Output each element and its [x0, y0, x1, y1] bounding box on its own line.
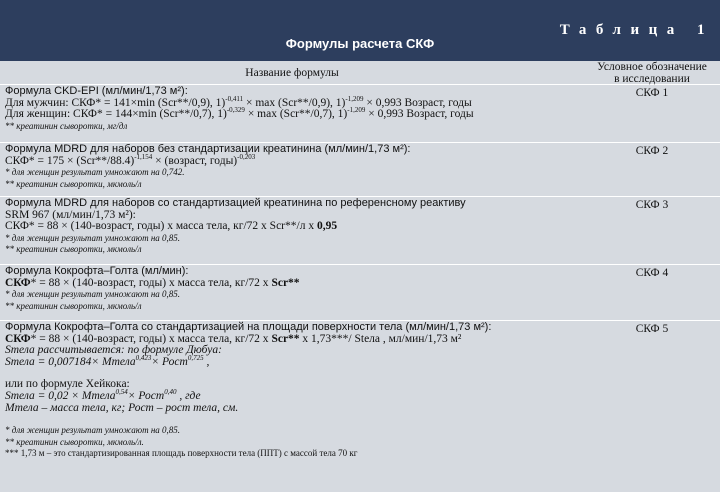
exponent: 0,423: [135, 353, 152, 362]
exponent: -1,209: [347, 106, 366, 115]
formula-cell: [5, 144, 580, 190]
column-header-row: [0, 61, 720, 85]
formula-bold: СКФ: [5, 332, 31, 345]
formula-title: Формула Кокрофта–Голта со стандартизацией на площади поверхности тела (мл/мин/1,73 м²):: [5, 321, 492, 333]
exponent: -0,411: [225, 94, 244, 103]
formula-title: Формула MDRD для наборов без стандартизации креатинина (мл/мин/1,73 м²):: [5, 143, 411, 155]
table-row: [0, 197, 720, 265]
formula-title: Формула MDRD для наборов со стандартизацией креатинина по референсному реактиву: [5, 197, 466, 209]
formula-text: * = 88 × (140-возраст, годы) х масса тела, кг/72 х: [30, 276, 272, 289]
formula-line: [5, 221, 580, 233]
table-row: [0, 85, 720, 143]
footnote: ** креатинин сыворотки, мкмоль/л.: [5, 436, 144, 447]
formula-cell: [5, 322, 580, 460]
exponent: 0,725: [187, 353, 204, 362]
formula-bold: СКФ: [5, 276, 31, 289]
haycock-formula: [5, 388, 580, 403]
formula-text: Для женщин: СКФ* = 144×min (Scr**/0,7), 1): [5, 108, 227, 121]
footnote: *** 1,73 м – это стандартизированная площадь поверхности тела (ППТ) с массой тела 70 кг: [5, 448, 358, 459]
formula-text: ,: [203, 355, 210, 368]
formula-code: СКФ 4: [635, 267, 669, 279]
formula-text: * = 88 × (140-возраст, годы) х масса тела, кг/72 х: [30, 332, 272, 345]
exponent: -0,203: [237, 152, 256, 161]
formula-title-cont: SRM 967 (мл/мин/1,73 м²):: [5, 208, 136, 221]
exponent: 0,54: [115, 388, 128, 397]
footnote: ** креатинин сыворотки, мкмоль/л: [5, 178, 142, 189]
formula-cell: [5, 266, 580, 312]
variables-legend: Мтела – масса тела, кг; Рост – рост тела, см.: [5, 401, 239, 414]
formula-text: × (возраст, годы): [152, 154, 238, 167]
formula-title: Формула CKD-EPI (мл/мин/1,73 м²):: [5, 85, 188, 97]
footnote: ** креатинин сыворотки, мкмоль/л: [5, 300, 142, 311]
formula-cell: [5, 198, 580, 256]
footnote: * для женщин результат умножают на 0,85.: [5, 425, 181, 436]
formula-factor: 0,95: [316, 220, 338, 233]
exponent: -1,154: [134, 152, 153, 161]
formula-text: СКФ* = 175 × (Scr**/88.4): [5, 154, 135, 167]
exponent: -0,329: [226, 106, 245, 115]
formula-code: СКФ 1: [635, 87, 669, 99]
column-header-name: Название формулы: [245, 67, 339, 79]
formula-bold: Scr**: [271, 332, 300, 345]
table-row: [0, 143, 720, 197]
formula-text: × 0,993 Возраст, годы: [365, 108, 474, 121]
dubois-formula: [5, 353, 580, 369]
footnote: * для женщин результат умножают на 0,85.: [5, 232, 181, 243]
formula-text: × max (Scr**/0,7), 1): [244, 108, 348, 121]
formula-code: СКФ 5: [635, 323, 669, 335]
formula-cell: [5, 86, 580, 132]
table-title: Формулы расчета СКФ: [285, 36, 435, 51]
footnote: * для женщин результат умножают на 0,85.: [5, 289, 181, 300]
formula-text: Для мужчин: СКФ* = 141×min (Scr**/0,9), 1): [5, 96, 226, 109]
bsa-intro: Sтела рассчитывается: по формуле Дюбуа:: [5, 344, 222, 357]
table-row: [0, 321, 720, 492]
footnote: ** креатинин сыворотки, мкмоль/л: [5, 244, 142, 255]
formula-text: х 1,73***/ Stела , мл/мин/1,73 м²: [299, 332, 462, 345]
formula-line: [5, 278, 580, 290]
formula-text: × Рост: [151, 355, 188, 368]
formula-line-women: [5, 106, 580, 121]
table-header: [0, 0, 720, 61]
formula-code: СКФ 3: [635, 199, 669, 211]
formula-text: Sтела = 0,007184× Мтела: [5, 355, 136, 368]
column-header-code: [584, 61, 720, 85]
footnote: ** креатинин сыворотки, мг/дл: [5, 120, 128, 131]
formula-text: × max (Scr**/0,9), 1): [243, 96, 346, 109]
formula-text: Sтела = 0,02 × Мтела: [5, 389, 116, 402]
table-row: [0, 265, 720, 321]
formula-text: × Рост: [127, 389, 165, 402]
footnote: * для женщин результат умножают на 0,742.: [5, 167, 185, 178]
table-number: Таблица 1: [559, 22, 714, 38]
formula-line: [5, 152, 580, 168]
spacer: [5, 414, 580, 425]
column-header-code-line1: Условное обозначение: [597, 61, 707, 73]
formula-text: СКФ* = 88 × (140-возраст, годы) х масса тела, кг/72 х Scr**/л х: [5, 220, 317, 233]
formula-code: СКФ 2: [635, 145, 669, 157]
formula-title: Формула Кокрофта–Голта (мл/мин):: [5, 265, 189, 277]
haycock-intro: или по формуле Хейкока:: [5, 378, 130, 391]
formula-text: × 0,993 Возраст, годы: [363, 96, 472, 109]
formula-text: , где: [176, 389, 201, 402]
exponent: -1,209: [345, 94, 364, 103]
exponent: 0,40: [164, 388, 177, 397]
formula-bold: Scr**: [271, 276, 300, 289]
column-header-code-line2: в исследовании: [614, 73, 690, 85]
